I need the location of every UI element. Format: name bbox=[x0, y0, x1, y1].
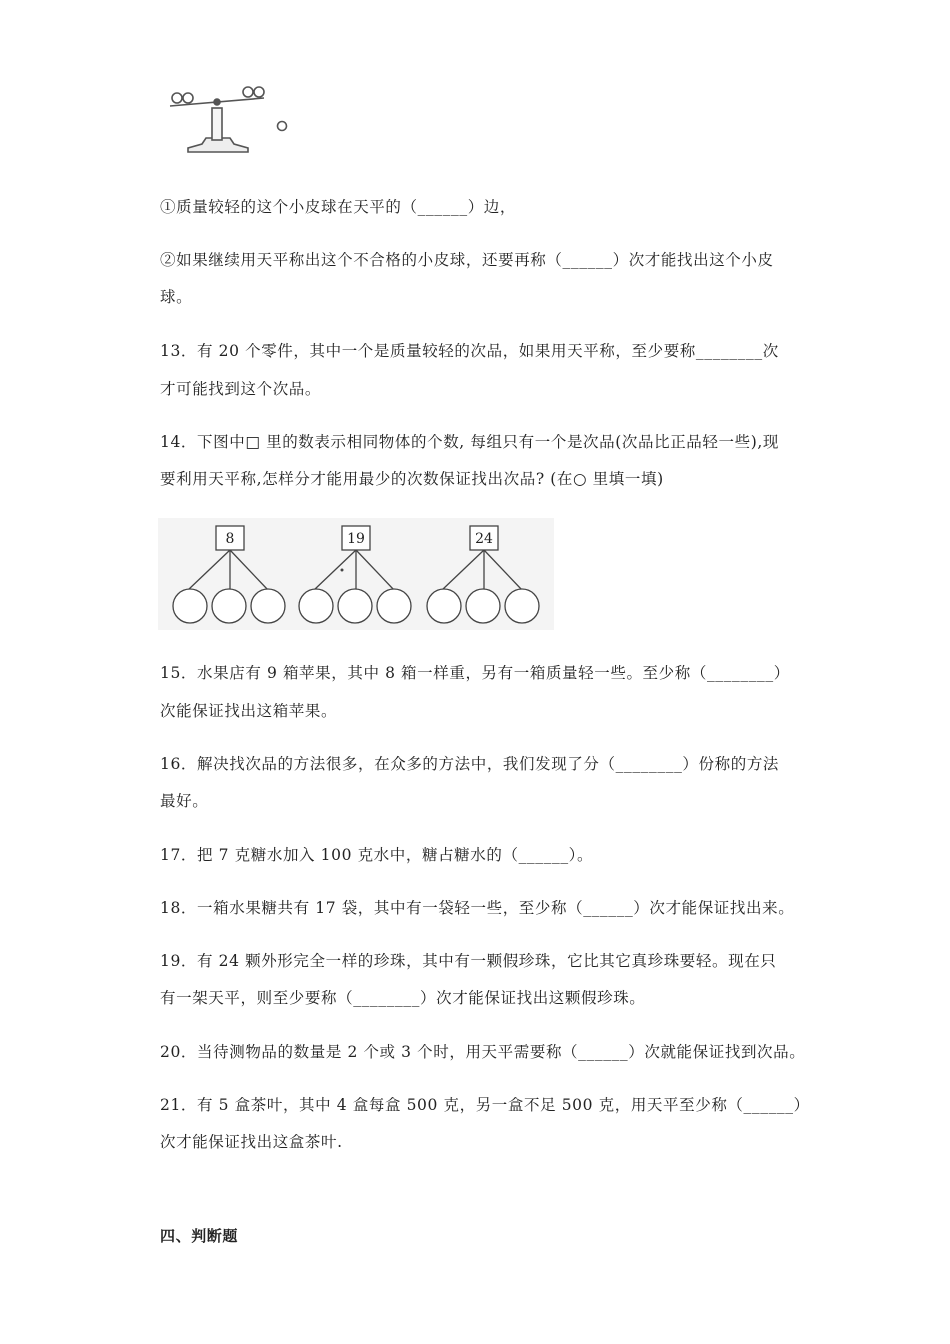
answer-circle bbox=[251, 589, 285, 623]
grouping-tree-figure bbox=[158, 518, 554, 630]
q12-line-3: 球。 bbox=[160, 288, 193, 306]
q12-line-1: ①质量较轻的这个小皮球在天平的（______）边， bbox=[160, 198, 517, 216]
answer-circle bbox=[173, 589, 207, 623]
group-box-1-label: 8 bbox=[225, 531, 235, 547]
balance-scale-figure bbox=[160, 84, 300, 162]
q16-line-1: 16．解决找次品的方法很多，在众多的方法中，我们发现了分（________）份称的方法 bbox=[160, 755, 780, 773]
q19-line-2: 有一架天平，则至少要称（________）次才能保证找出这颗假珍珠。 bbox=[160, 989, 646, 1007]
q21-line-2: 次才能保证找出这盒茶叶. bbox=[160, 1133, 343, 1151]
answer-circle bbox=[427, 589, 461, 623]
q21-line-1: 21．有 5 盒茶叶，其中 4 盒每盒 500 克，另一盒不足 500 克，用天平至少称（______） bbox=[160, 1096, 810, 1114]
q15-line-2: 次能保证找出这箱苹果。 bbox=[160, 702, 338, 720]
section-heading: 四、判断题 bbox=[160, 1227, 239, 1245]
q17-line-1: 17．把 7 克糖水加入 100 克水中，糖占糖水的（______）。 bbox=[160, 846, 594, 864]
answer-circle bbox=[212, 589, 246, 623]
q16-line-2: 最好。 bbox=[160, 792, 209, 810]
q13-line-1: 13．有 20 个零件，其中一个是质量较轻的次品，如果用天平称，至少要称________次 bbox=[160, 342, 779, 360]
group-box-3-label: 24 bbox=[475, 531, 493, 547]
answer-circle bbox=[299, 589, 333, 623]
q18-line-1: 18．一箱水果糖共有 17 袋，其中有一袋轻一些，至少称（______）次才能保证找出来。 bbox=[160, 899, 795, 917]
q12-line-2: ②如果继续用天平称出这个不合格的小皮球，还要再称（______）次才能找出这个小皮 bbox=[160, 251, 774, 269]
group-box-2-label: 19 bbox=[347, 531, 365, 547]
answer-circle bbox=[466, 589, 500, 623]
answer-circle bbox=[338, 589, 372, 623]
q20-line-1: 20．当待测物品的数量是 2 个或 3 个时，用天平需要称（______）次就能保证找到次品。 bbox=[160, 1043, 806, 1061]
q13-line-2: 才可能找到这个次品。 bbox=[160, 380, 322, 398]
q14-line-1: 14．下图中□ 里的数表示相同物体的个数, 每组只有一个是次品(次品比正品轻一些),现 bbox=[160, 433, 779, 451]
q19-line-1: 19．有 24 颗外形完全一样的珍珠，其中有一颗假珍珠，它比其它真珍珠要轻。现在只 bbox=[160, 952, 777, 970]
answer-circle bbox=[505, 589, 539, 623]
answer-circle bbox=[377, 589, 411, 623]
q15-line-1: 15．水果店有 9 箱苹果，其中 8 箱一样重，另有一箱质量轻一些。至少称（________） bbox=[160, 664, 790, 682]
q14-line-2: 要利用天平称,怎样分才能用最少的次数保证找出次品? (在○ 里填一填) bbox=[160, 470, 664, 488]
